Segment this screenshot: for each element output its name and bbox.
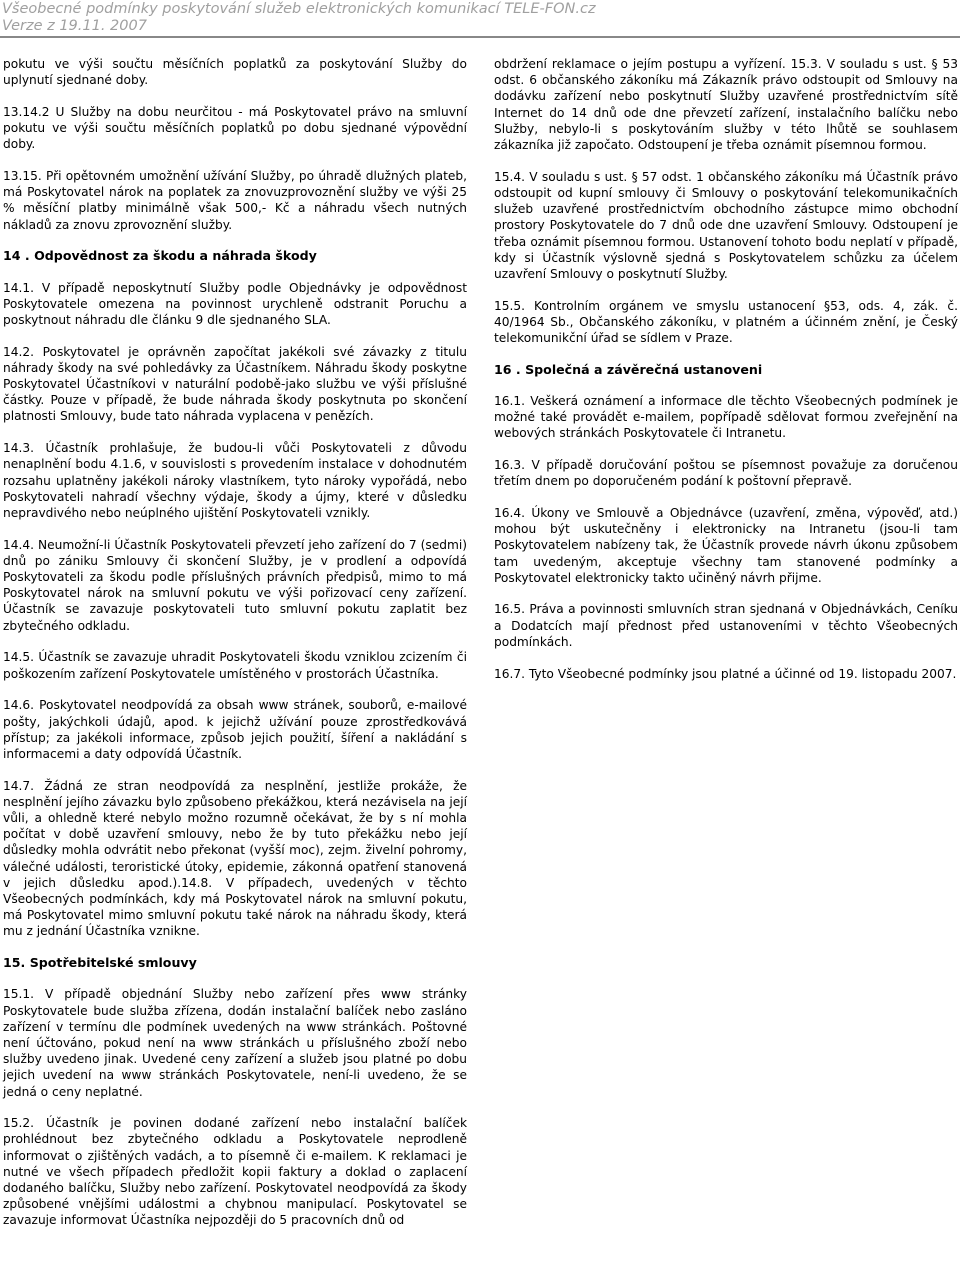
paragraph: 14.1. V případě neposkytnutí Služby podle Objednávky je odpovědnost Poskytovatele omezena na povinnost urychleně odstranit Poruchu a poskytnout náhradu dle článku 9 dle sjednaného SLA. xyxy=(3,280,467,327)
paragraph: 16.7. Tyto Všeobecné podmínky jsou platné a účinné od 19. listopadu 2007. xyxy=(494,666,957,681)
paragraph: 14.5. Účastník se zavazuje uhradit Poskytovateli škodu vzniklou zcizením či poškozením zařízení Poskytovatele umístěného v prostorách Účastníka. xyxy=(3,650,467,681)
paragraph: 14.4. Neumožní-li Účastník Poskytovateli převzetí jeho zařízení do 7 (sedmi) dnů po zániku Smlouvy či skončení Služby, je v prodlení a odpovídá Poskytovateli za škodu podle příslušných právních předpisů, mimo to má Poskytovatel nárok na smluvní pokutu ve výši pořizovací ceny zařízení. Účastník se zavazuje poskytovateli tuto smluvní pokutu zaplatit bez zbytečného odkladu. xyxy=(3,537,467,633)
paragraph: 15.2. Účastník je povinen dodané zařízení nebo instalační balíček prohlédnout bez zbytečného odkladu a Poskytovatele neprodleně informovat o zjištěných vadách, a to písemně či e-mailem. K reklamaci je nutné ve všech případech předložit kopii faktury a doklad o zaplacení dodaného balíčku, Služby nebo zařízení. Poskytovatel neodpovídá za škody způsobené vnějšími událostmi a chybnou manipulací. Poskytovatel se zavazuje informovat Účastníka nejpozději do 5 pracovních dnů od xyxy=(3,1116,467,1228)
section-heading: 16 . Společná a závěrečná ustanoveni xyxy=(494,361,763,377)
paragraph: 14.3. Účastník prohlašuje, že budou-li vůči Poskytovateli z důvodu nenaplnění bodu 4.1.6, v souvislosti s provedením instalace v dohodnutém rozsahu uplatněny jakékoli nároky vlastníkem, tyto nároky vypořádá, nebo Poskytovateli nahradí všechny výdaje, škody a újmy, které v důsledku nepravdivého nebo neúplného ujištění Poskytovateli vznikly. xyxy=(3,441,467,520)
section-heading: 15. Spotřebitelské smlouvy xyxy=(3,955,197,971)
paragraph: 13.14.2 U Služby na dobu neurčitou - má Poskytovatel právo na smluvní pokutu ve výši součtu měsíčních poplatků po dobu sjednané výpovědní doby. xyxy=(3,104,467,152)
paragraph: 14.2. Poskytovatel je oprávněn započítat jakékoli své závazky z titulu náhrady škody na své pohledávky za Účastníkem. Náhradu škody poskytne Poskytovatel Účastníkovi v naturální podobě-jako službu ve výši příslušné částky. Pouze v případě, že bude náhrada škody poskytnuta po skončení platnosti Smlouvy, bude tato náhrada vyplacena v penězích. xyxy=(3,344,467,424)
paragraph: 15.4. V souladu s ust. § 57 odst. 1 občanského zákoníku má Účastník právo odstoupit od kupní smlouvy či Smlouvy o poskytování telekomunikačních služeb uzavřené prostřednictvím obchodního zástupce mimo obchodní prostory Poskytovatele do 7 dnů ode dne uzavření Smlouvy. Odstoupení je třeba oznámit písemnou formou. Ustanovení tohoto bodu neplatí v případě, kdy si Účastník výslovně sjedná s Poskytovatelem schůzku za účelem uzavření Smlouvy o poskytnutí Služby. xyxy=(494,169,958,281)
right-column xyxy=(494,56,958,697)
paragraph: 16.4. Úkony ve Smlouvě a Objednávce (uzavření, změna, výpověď, atd.) mohou být uskutečněny i elektronicky na Intranetu (jsou-li tam Poskytovatelem nabízeny tak, že Účastník provede návrh úkonu způsobem tam uvedeným, akceptuje všechny tam stanovené podmínky a Poskytovatel elektronicky takto učiněný návrh přijme. xyxy=(494,505,958,585)
paragraph: 16.5. Práva a povinnosti smluvních stran sjednaná v Objednávkách, Ceníku a Dodatcích mají přednost před ustanoveními v těchto Všeobecných podmínkách. xyxy=(494,602,958,649)
paragraph: 16.1. Veškerá oznámení a informace dle těchto Všeobecných podmínek je možné také provádět e-mailem, popřípadě sdělovat formou zveřejnění na webových stránkách Poskytovatele či Intranetu. xyxy=(494,393,958,441)
paragraph: 14.6. Poskytovatel neodpovídá za obsah www stránek, souborů, e-mailové pošty, jakýchkoli údajů, apod. k jejichž užívání pouze zprostředkovává přístup; za jakékoli informace, způsob jejich použití, šíření a nakládání s informacemi a daty odpovídá Účastník. xyxy=(3,698,467,761)
paragraph: 15.1. V případě objednání Služby nebo zařízení přes www stránky Poskytovatele bude služba zřízena, dodán instalační balíček nebo zasláno zařízení v termínu dle podmínek uvedených na www stránkách. Poštovné není účtováno, pokud není na www stránkách u příslušného zboží nebo služby uvedeno jinak. Uvedené ceny zařízení a služeb jsou platné po dobu jejich uvedení na www stránkách Poskytovatele, není-li uvedeno, že se jedná o ceny neplatné. xyxy=(3,987,467,1099)
paragraph: 14.7. Žádná ze stran neodpovídá za nesplnění, jestliže prokáže, že nesplnění jejího závazku bylo způsobeno překážkou, která nezávisela na její vůli, a ohledně které nebylo možno rozumně očekávat, že by s ní mohla počítat v době uzavření smlouvy, nebo že by tuto překážku nebo její důsledky mohla odvrátit nebo překonat (vyšší moc), zejm. živelní pohromy, válečné události, teroristické útoky, epidemie, zákonná opatření stanovená v jejich důsledku apod.).14.8. V případech, uvedených v těchto Všeobecných podmínkách, kdy má Poskytovatel nárok na smluvní pokutu, má Poskytovatel mimo smluvní pokutu také nárok na náhradu škody, která mu z jednání Účastníka vznikne. xyxy=(3,778,467,939)
document-version: Verze z 19.11. 2007 xyxy=(2,18,147,34)
left-column xyxy=(3,56,467,1244)
paragraph: 15.5. Kontrolním orgánem ve smyslu ustanocení §53, ods. 4, zák. č. 40/1964 Sb., Občanského zákoníku, v platném a účinném znění, je Český telekomunikční úřad se sídlem v Praze. xyxy=(494,298,958,346)
paragraph: 13.15. Při opětovném umožnění užívání Služby, po úhradě dlužných plateb, má Poskytovatel nárok na poplatek za znovuzprovoznění služby ve výši 25 % měsíční platby minimálně však 500,- Kč a náhradu všech nutných nákladů za znovu zprovoznění služby. xyxy=(3,169,467,232)
paragraph: obdržení reklamace o jejím postupu a vyřízení. 15.3. V souladu s ust. § 53 odst. 6 občanského zákoníku má Zákazník právo odstoupit od Smlouvy na dodávku zařízení nebo poskytnutí Služby uzavřené prostřednictvím sítě Internet do 14 dnů ode dne převzetí zařízení, instalačního balíčku nebo Služby, nebylo-li s poskytováním služby v této lhůtě se souhlasem zákazníka již započato. Odstoupení je třeba oznámit písemnou formou. xyxy=(494,57,958,153)
section-heading: 14 . Odpovědnost za škodu a náhrada škody xyxy=(3,248,317,264)
paragraph: 16.3. V případě doručování poštou se písemnost považuje za doručenou třetím dnem po doporučeném podání k poštovní přepravě. xyxy=(494,458,958,489)
page-header xyxy=(0,0,960,38)
document-title: Všeobecné podmínky poskytování služeb elektronických komunikací TELE-FON.cz xyxy=(2,1,596,17)
paragraph: pokutu ve výši součtu měsíčních poplatků za poskytování Služby do uplynutí sjednané doby. xyxy=(3,57,467,88)
